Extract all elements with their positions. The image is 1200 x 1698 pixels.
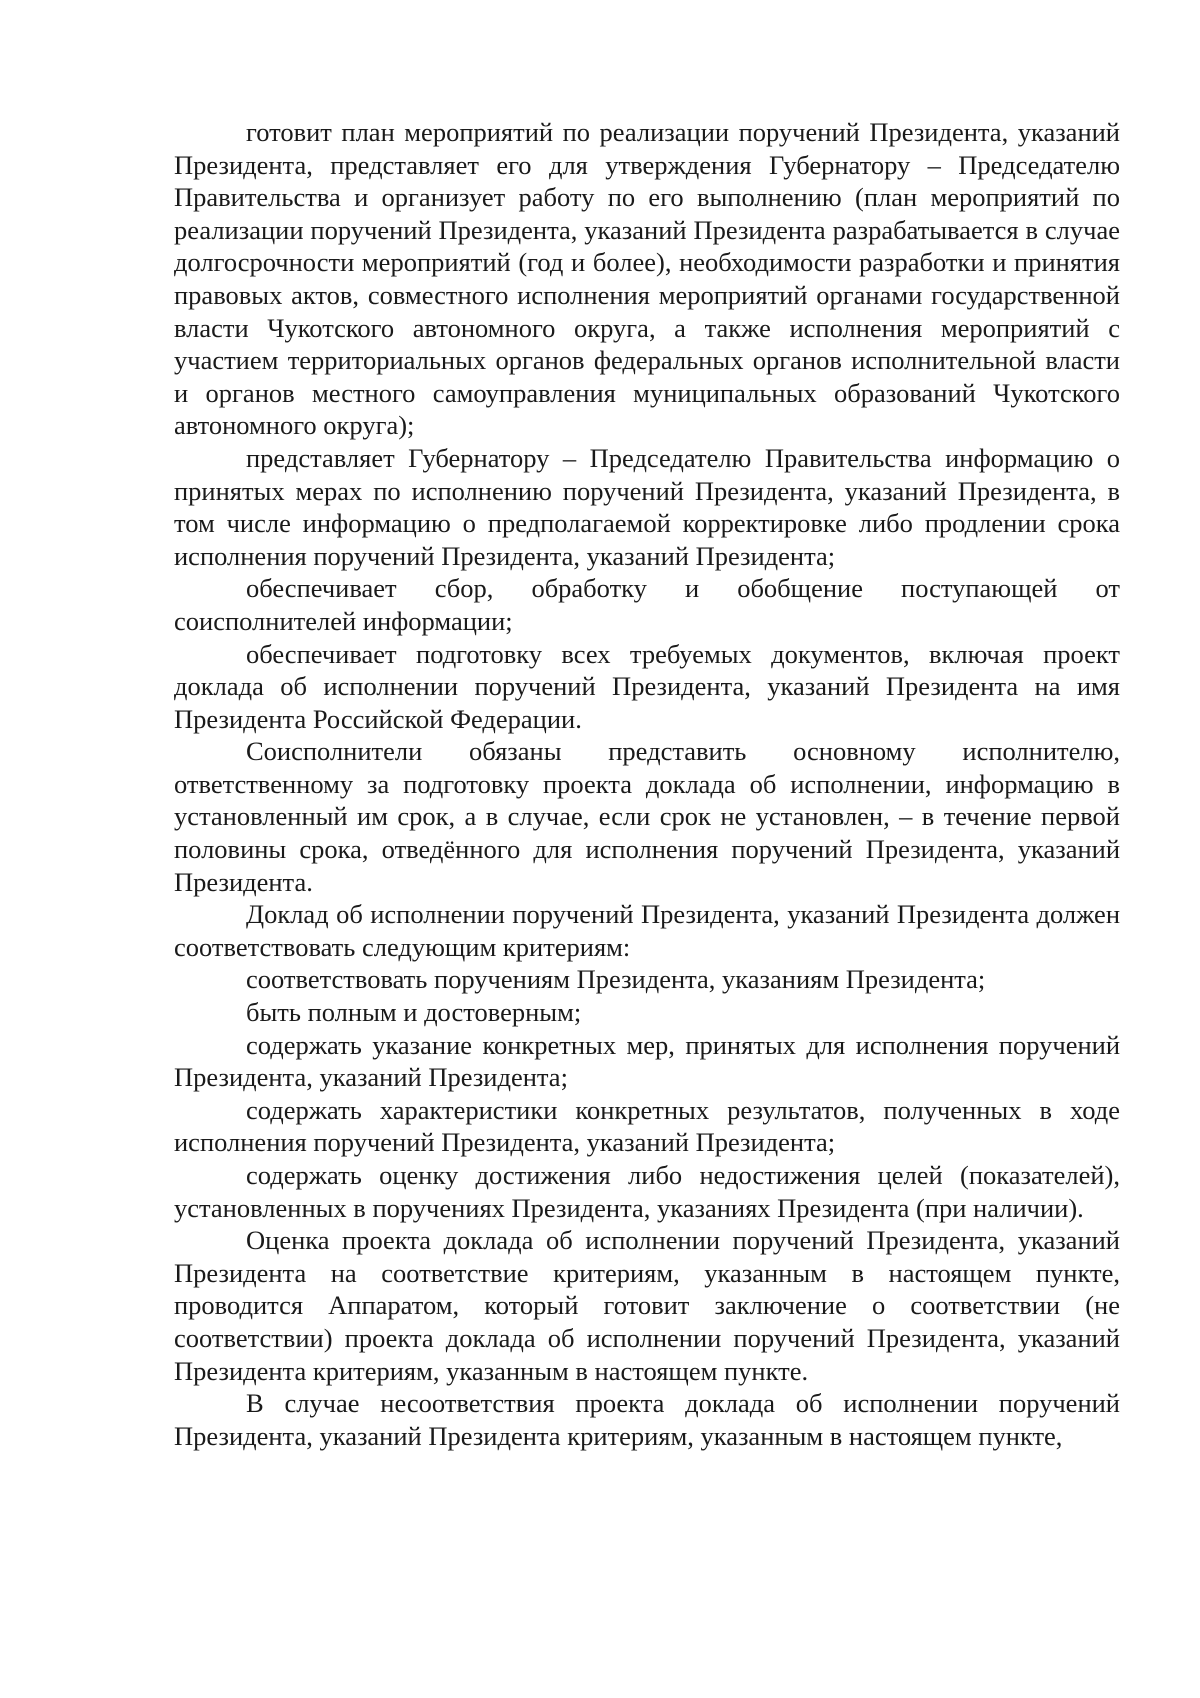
paragraph-report-criteria-intro: Доклад об исполнении поручений Президента, указаний Президента должен соответствовать следующим критериям: bbox=[174, 899, 1120, 962]
paragraph-criterion-results: содержать характеристики конкретных результатов, полученных в ходе исполнения поручений Президента, указаний Президента; bbox=[174, 1094, 1120, 1158]
paragraph-criterion-targets: содержать оценку достижения либо недостижения целей (показателей), установленных в поручениях Президента, указаниях Президента (при наличии). bbox=[174, 1160, 1120, 1223]
document-body bbox=[174, 116, 1120, 1452]
paragraph-co-executors-obligations: Соисполнители обязаны представить основному исполнителю, ответственному за подготовку проекта доклада об исполнении, информацию в установленный им срок, а в случае, если срок не установлен, – в течение первой половины срока, отведённого для исполнения поручений Президента, указаний Президента. bbox=[174, 736, 1120, 897]
paragraph-nonconformity-case: В случае несоответствия проекта доклада об исполнении поручений Президента, указаний Президента критериям, указанным в настоящем пункте, bbox=[174, 1388, 1120, 1451]
paragraph-criterion-measures: содержать указание конкретных мер, принятых для исполнения поручений Президента, указаний Президента; bbox=[174, 1029, 1120, 1093]
paragraph-documents-preparation: обеспечивает подготовку всех требуемых документов, включая проект доклада об исполнении поручений Президента, указаний Президента на имя Президента Российской Федерации. bbox=[174, 638, 1120, 734]
paragraph-collection-of-information: обеспечивает сбор, обработку и обобщение поступающей от соисполнителей информации; bbox=[174, 573, 1120, 636]
paragraph-criterion-completeness: быть полным и достоверным; bbox=[246, 997, 582, 1028]
paragraph-information-to-governor: представляет Губернатору – Председателю Правительства информацию о принятых мерах по исполнению поручений Президента, указаний Президента, в том числе информацию о предполагаемой корректировке либо продлении срока исполнения поручений Президента, указаний Президента; bbox=[174, 442, 1120, 571]
paragraph-plan-preparation: готовит план мероприятий по реализации поручений Президента, указаний Президента, представляет его для утверждения Губернатору – Председателю Правительства и организует работу по его выполнению (план мероприятий по реализации поручений Президента, указаний Президента разрабатывается в случае долгосрочности мероприятий (год и более), необходимости разработки и принятия правовых актов, совместного исполнения мероприятий органами государственной власти Чукотского автономного округа, а также исполнения мероприятий с участием территориальных органов федеральных органов исполнительной власти и органов местного самоуправления муниципальных образований Чукотского автономного округа); bbox=[174, 117, 1120, 441]
paragraph-report-evaluation: Оценка проекта доклада об исполнении поручений Президента, указаний Президента на соответствие критериям, указанным в настоящем пункте, проводится Аппаратом, который готовит заключение о соответствии (не соответствии) проекта доклада об исполнении поручений Президента, указаний Президента критериям, указанным в настоящем пункте. bbox=[174, 1225, 1120, 1386]
paragraph-criterion-conformity: соответствовать поручениям Президента, указаниям Президента; bbox=[246, 964, 986, 995]
